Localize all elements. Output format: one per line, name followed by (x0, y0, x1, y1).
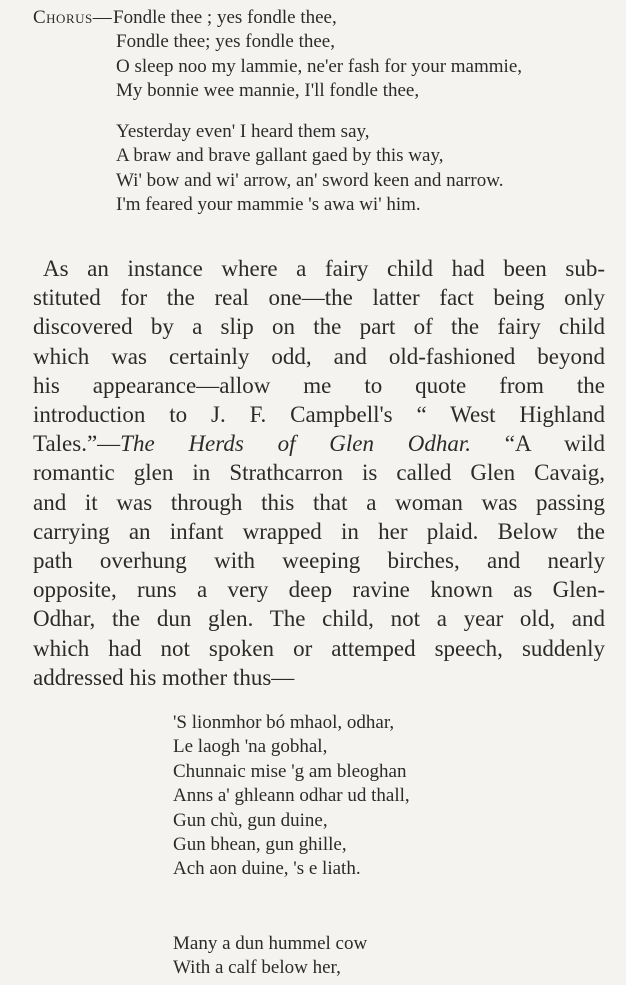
prose-line: his appearance—allow me to quote from the (33, 372, 605, 398)
prose-paragraph (33, 254, 605, 692)
gaelic-line: Le laogh 'na gobhal, (173, 736, 328, 758)
prose-line: which had not spoken or attemped speech, suddenly (33, 635, 605, 661)
prose-line: Odhar, the dun glen. The child, not a year old, and (33, 606, 605, 632)
prose-line: carrying an infant wrapped in her plaid. Below the (33, 518, 605, 544)
verse-line: Wi' bow and wi' arrow, an' sword keen and narrow. (116, 169, 504, 191)
prose-line: opposite, runs a very deep ravine known as Glen- (33, 577, 605, 603)
chorus-line: Fondle thee; yes fondle thee, (116, 31, 335, 53)
verse-line: I'm feared your mammie 's awa wi' him. (116, 194, 421, 216)
prose-line: stituted for the real one—the latter fact being only (33, 285, 605, 311)
gaelic-line: Chunnaic mise 'g am bleoghan (173, 760, 407, 782)
prose-line: which was certainly odd, and old-fashioned beyond (33, 343, 605, 369)
chorus-line: O sleep noo my lammie, ne'er fash for your mammie, (116, 55, 523, 77)
chorus-first-line (33, 6, 522, 30)
prose-line: introduction to J. F. Campbell's “ West Highland (33, 402, 605, 428)
gaelic-line: Ach aon duine, 's e liath. (173, 858, 361, 880)
gaelic-line: Gun bhean, gun ghille, (173, 834, 347, 856)
chorus-dash: — (92, 7, 113, 28)
translation-line: Many a dun hummel cow (173, 933, 368, 954)
story-title: The Herds of Glen Odhar. (120, 431, 471, 457)
prose-line: romantic glen in Strathcarron is called Glen Cavaig, (33, 460, 605, 486)
prose-line-tales (33, 429, 605, 458)
gaelic-verse (173, 711, 410, 882)
chorus-line: Fondle thee ; yes fondle thee, (113, 7, 337, 28)
chorus-label: Chorus (33, 7, 93, 28)
gaelic-line: 'S lionmhor bó mhaol, odhar, (173, 712, 395, 733)
chorus-line: My bonnie wee mannie, I'll fondle thee, (116, 80, 420, 102)
verse-line: Yesterday even' I heard them say, (116, 121, 370, 142)
gaelic-line: Anns a' ghleann odhar ud thall, (173, 785, 410, 807)
prose-line: discovered by a slip on the part of the fairy child (33, 314, 605, 340)
chorus-stanza (33, 6, 522, 104)
tales-suffix: “A wild (471, 431, 605, 457)
prose-line: addressed his mother thus— (33, 664, 295, 690)
prose-line: and it was through this that a woman was passing (33, 489, 605, 515)
prose-line: As an instance where a fairy child had been sub- (43, 256, 605, 281)
english-translation-verse (173, 932, 367, 981)
verse-line: A braw and brave gallant gaed by this way, (116, 145, 444, 167)
prose-line: path overhung with weeping birches, and nearly (33, 548, 605, 574)
tales-prefix: Tales.”— (33, 431, 121, 457)
translation-line: With a calf below her, (173, 957, 341, 979)
second-stanza (116, 120, 503, 218)
gaelic-line: Gun chù, gun duine, (173, 809, 328, 831)
